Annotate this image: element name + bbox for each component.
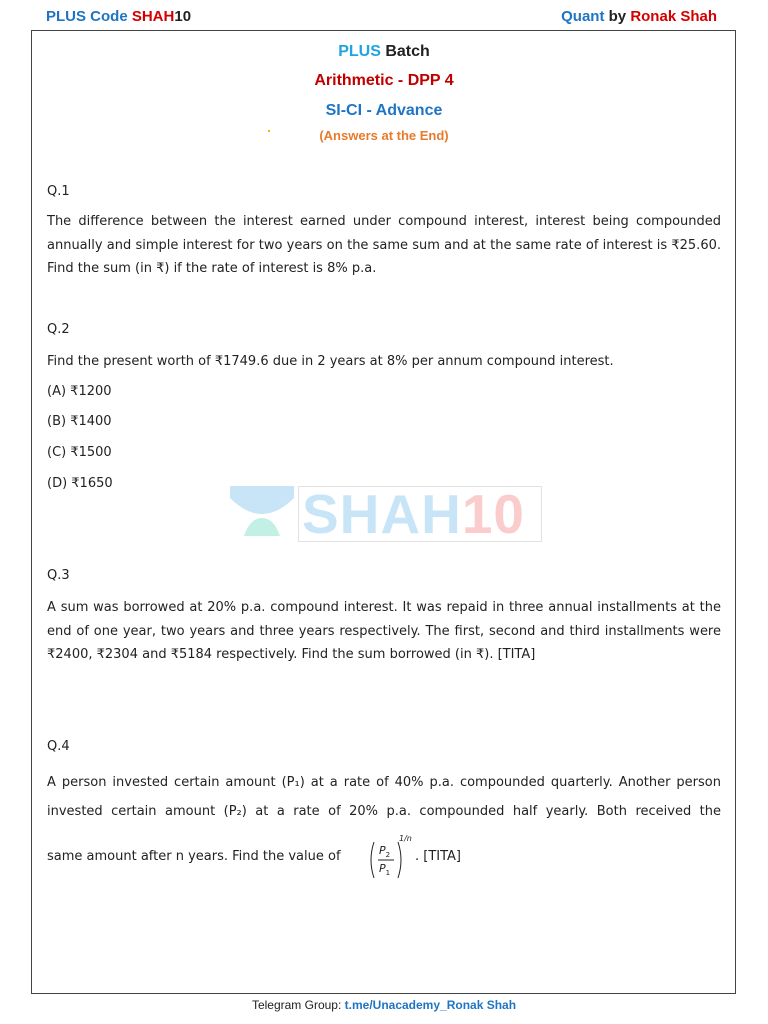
answers-note: (Answers at the End) bbox=[319, 128, 449, 143]
header-quant: Quant bbox=[561, 8, 605, 25]
subject-title: Arithmetic - DPP 4 bbox=[314, 72, 454, 89]
question-2-option-a: (A) ₹1200 bbox=[47, 384, 112, 399]
formula-exponent: 1/n bbox=[399, 834, 412, 843]
question-4-tita: . [TITA] bbox=[415, 849, 462, 864]
question-3-label: Q.3 bbox=[47, 568, 70, 583]
batch-word: Batch bbox=[380, 43, 430, 60]
header-author bbox=[561, 8, 717, 25]
question-4-label: Q.4 bbox=[47, 739, 70, 754]
batch-title bbox=[0, 43, 768, 61]
shah10-watermark bbox=[228, 483, 542, 545]
footer-label: Telegram Group: bbox=[251, 998, 345, 1012]
header-code-num: 10 bbox=[174, 8, 192, 25]
topic-title: SI-CI - Advance bbox=[325, 102, 443, 119]
formula-numerator bbox=[379, 844, 390, 859]
header-plus-code bbox=[46, 8, 191, 25]
question-4-line-2: invested certain amount (P₂) at a rate of 20% p.a. compounded half yearly. Both received the bbox=[47, 804, 721, 819]
question-2-label: Q.2 bbox=[47, 322, 70, 337]
header-author-name: Ronak Shah bbox=[630, 8, 717, 25]
question-2-option-d: (D) ₹1650 bbox=[47, 476, 113, 491]
telegram-link[interactable]: t.me/Unacademy_Ronak Shah bbox=[344, 998, 517, 1012]
footer bbox=[0, 998, 768, 1012]
question-2-option-b: (B) ₹1400 bbox=[47, 414, 112, 429]
watermark-logo-icon bbox=[228, 484, 296, 542]
watermark-text bbox=[302, 482, 525, 546]
header-plus-code-prefix: PLUS Code bbox=[46, 8, 132, 25]
formula-denominator-sub: 1 bbox=[385, 869, 391, 878]
formula-numerator-p: P bbox=[379, 844, 386, 857]
decorative-dot bbox=[268, 130, 270, 132]
header-code-red: SHAH bbox=[131, 8, 175, 25]
question-4-line-3: same amount after n years. Find the value of bbox=[47, 849, 341, 864]
ratio-formula bbox=[368, 834, 412, 882]
question-1-text: The difference between the interest earned under compound interest, interest being compounded annually and simple interest for two years on the same sum and at the same rate of interest is ₹25.60. Find the sum (in ₹) if the rate of interest is 8% p.a. bbox=[47, 214, 721, 276]
formula-numerator-sub: 2 bbox=[385, 851, 391, 860]
batch-plus: PLUS bbox=[338, 43, 381, 60]
watermark-text-red: 10 bbox=[461, 483, 526, 545]
question-1-label: Q.1 bbox=[47, 184, 70, 199]
question-4-line-1: A person invested certain amount (P₁) at a rate of 40% p.a. compounded quarterly. Another person bbox=[47, 775, 721, 790]
question-2-option-c: (C) ₹1500 bbox=[47, 445, 112, 460]
formula-denominator bbox=[379, 862, 390, 877]
question-2-text: Find the present worth of ₹1749.6 due in 2 years at 8% per annum compound interest. bbox=[47, 354, 614, 369]
watermark-text-blue: SHAH bbox=[302, 483, 462, 545]
question-3-text: A sum was borrowed at 20% p.a. compound interest. It was repaid in three annual installments at the end of one year, two years and three years respectively. The first, second and third installments were ₹2400, ₹2304 and ₹5184 respectively. Find the sum borrowed (in ₹). [TITA] bbox=[47, 600, 721, 662]
header-by: by bbox=[604, 8, 631, 25]
formula-denominator-p: P bbox=[379, 862, 386, 875]
